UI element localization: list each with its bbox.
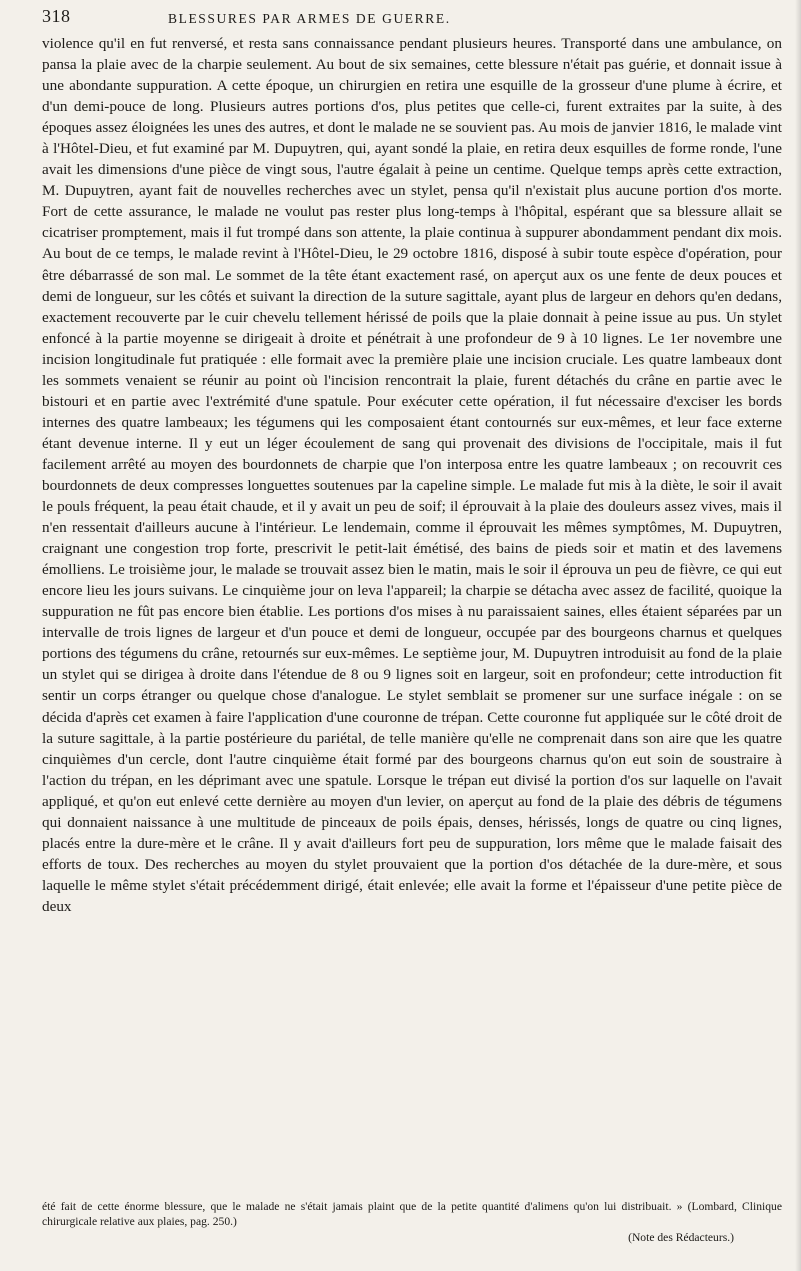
footnote-text: été fait de cette énorme blessure, que le malade ne s'était jamais plaint que de la petite quantité d'alimens qu'on lui distribuait. » (Lombard, Clinique chirurgicale relative aux plaies, pag. 250.) xyxy=(42,1200,782,1229)
running-head: BLESSURES PAR ARMES DE GUERRE. xyxy=(168,11,451,26)
footnote-credit: (Note des Rédacteurs.) xyxy=(628,1230,734,1244)
body-paragraph: violence qu'il en fut renversé, et resta sans connaissance pendant plusieurs heures. Transporté dans une ambulance, on pansa la plaie avec de la charpie seulement. Au bout de six semaines, cette blessure n'était pas guérie, et donnait issue à une abondante suppuration. A cette époque, un chirurgien en retira une esquille de la grosseur d'une plume à écrire, et d'un demi-pouce de long. Plusieurs autres portions d'os, plus petites que celle-ci, furent extraites par la suite, à des époques assez éloignées les unes des autres, et dont le malade ne se souvient pas. Au mois de janvier 1816, le malade vint à l'Hôtel-Dieu, et fut examiné par M. Dupuytren, qui, ayant sondé la plaie, en retira deux esquilles de forme ronde, l'une avait les dimensions d'une pièce de vingt sous, l'autre égalait à peine un centime. Quelque temps après cette extraction, M. Dupuytren, ayant fait de nouvelles recherches avec un stylet, pensa qu'il n'existait plus aucune portion d'os morte. Fort de cette assurance, le malade ne voulut pas rester plus long-temps à l'hôpital, espérant que sa blessure allait se cicatriser promptement, mais il fut trompé dans son attente, la plaie continua à suppurer abondamment pendant dix mois. Au bout de ce temps, le malade revint à l'Hôtel-Dieu, le 29 octobre 1816, disposé à subir toute espèce d'opération, pour être débarrassé de son mal. Le sommet de la tête étant exactement rasé, on aperçut aux os une fente de deux pouces et demi de longueur, sur les côtés et suivant la direction de la suture sagittale, ayant plus de largeur en dehors qu'en dedans, exactement recouverte par le cuir chevelu tellement hérissé de poils que la plaie donnait à peine issue au pus. Un stylet enfoncé à la partie moyenne se dirigeait à droite et pénétrait à une profondeur de 9 à 10 lignes. Le 1er novembre une incision longitudinale fut pratiquée : elle formait avec la première plaie une incision cruciale. Les quatre lambeaux dont les sommets venaient se réunir au point où l'incision rencontrait la plaie, furent détachés du crâne en partie avec le bistouri et en partie avec l'extrémité d'une spatule. Pour exécuter cette opération, il fut nécessaire d'exciser les bords internes des quatre lambeaux; les tégumens qui les composaient étant contournés sur eux-mêmes, et leur face externe étant devenue interne. Il y eut un léger écoulement de sang qui provenait des divisions de l'occipitale, mais il fut facilement arrêté au moyen des bourdonnets de charpie que l'on interposa entre les quatre lambeaux ; on recouvrit ces bourdonnets de deux compresses longuettes soutenues par la capeline simple. Le malade fut mis à la diète, le soir il avait le pouls fréquent, la peau était chaude, et il y avait un peu de soif; il éprouvait à la plaie des douleurs assez vives, mais il n'en ressentait d'ailleurs aucune à l'intérieur. Le lendemain, comme il éprouvait les mêmes symptômes, M. Dupuytren, craignant une congestion trop forte, prescrivit le petit-lait émétisé, des bains de pieds soir et matin et des lavemens émolliens. Le troisième jour, le malade se trouvait assez bien le matin, mais le soir il éprouva un peu de fièvre, ce qui eut encore lieu les jours suivans. Le cinquième jour on leva l'appareil; la charpie se détacha avec assez de facilité, quoique la suppuration ne fût pas encore bien établie. Les portions d'os mises à nu paraissaient saines, elles étaient séparées par un intervalle de trois lignes de largeur et d'un pouce et demi de longueur, occupée par des bourgeons charnus et quelques portions des tégumens du crâne, retournés sur eux-mêmes. Le septième jour, M. Dupuytren introduisit au fond de la plaie un stylet qui se dirigea à droite dans l'étendue de 8 ou 9 lignes soit en largeur, soit en profondeur; cette introduction fit sentir un corps étranger ou quelque chose d'analogue. Le stylet semblait se promener sur une surface inégale : on se décida d'après cet examen à faire l'application d'une couronne de trépan. Cette couronne fut appliquée sur le côté droit de la suture sagittale, à la partie postérieure du pariétal, de telle manière qu'elle ne comprenait dans son aire que les quatre cinquièmes d'un cercle, dont l'autre cinquième était formé par des bourgeons charnus qu'on eut soin de soustraire à l'action du trépan, en les déprimant avec une spatule. Lorsque le trépan eut divisé la portion d'os sur laquelle on l'avait appliqué, et qu'on eut enlevé cette dernière au moyen d'un levier, on aperçut au fond de la plaie des débris de tégumens qui donnaient naissance à une multitude de pinceaux de poils épais, denses, hérissés, longs de quatre ou cinq lignes, placés entre la dure-mère et le crâne. Il y avait d'ailleurs fort peu de suppuration, lors même que le malade faisait des efforts de toux. Des recherches au moyen du stylet prouvaient que la portion d'os détachée de la dure-mère, et sous laquelle le même stylet s'était précédemment dirigé, était enlevée; elle avait la forme et l'épaisseur d'une petite pièce de deux xyxy=(42,35,782,915)
page-number: 318 xyxy=(42,6,71,26)
page-edge-shadow xyxy=(795,0,801,1271)
page-header xyxy=(42,6,782,32)
footnote xyxy=(42,1199,782,1245)
